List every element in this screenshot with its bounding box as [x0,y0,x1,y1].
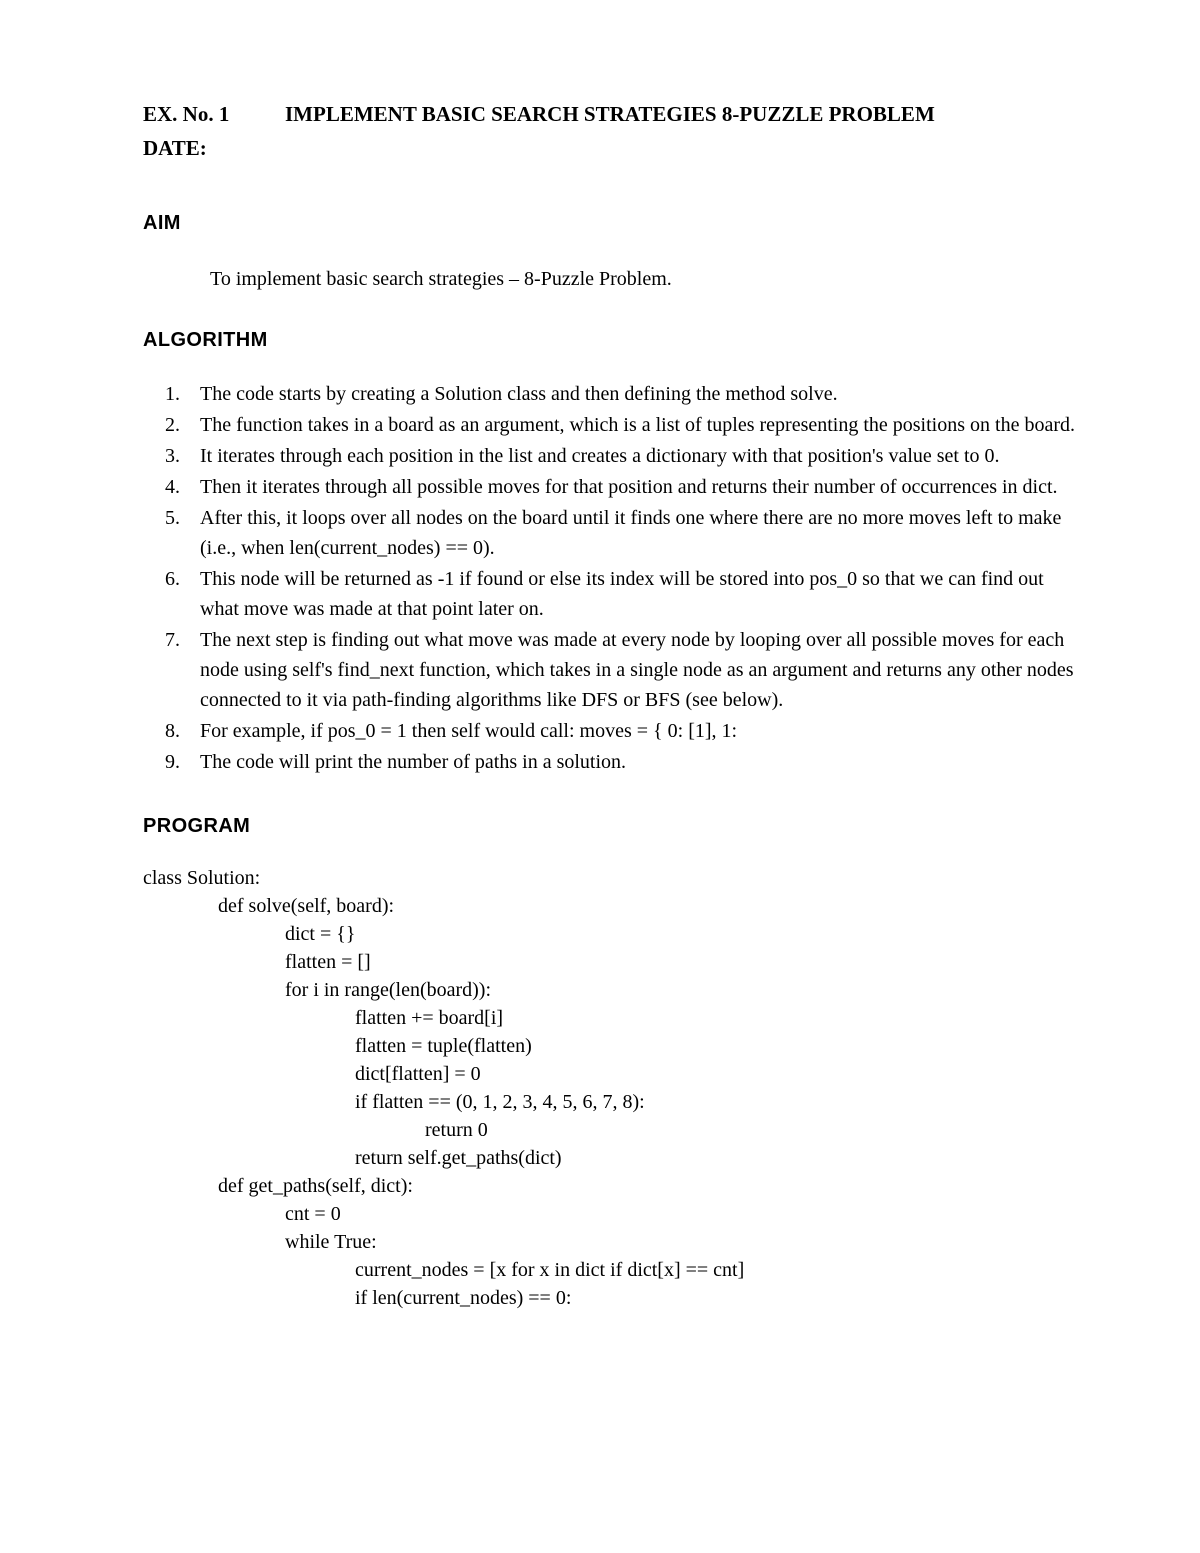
step-number: 1. [165,383,180,405]
step-text: The function takes in a board as an argument, which is a list of tuples representing the positions on the board. [200,414,1075,436]
code-line: if flatten == (0, 1, 2, 3, 4, 5, 6, 7, 8): [355,1091,645,1113]
program-code [143,864,1075,1312]
step-text: The code will print the number of paths in a solution. [200,751,627,773]
step-text: After this, it loops over all nodes on the board until it finds one where there are no more moves left to make (i.e., when len(current_nodes) == 0). [200,507,1062,559]
date-label: DATE: [143,136,207,160]
algorithm-steps [143,379,1075,777]
program-heading: PROGRAM [143,815,251,837]
code-line: cnt = 0 [285,1203,341,1225]
step-number: 9. [165,751,180,773]
algorithm-step [165,441,1075,471]
step-text: For example, if pos_0 = 1 then self would call: moves = { 0: [1], 1: [200,720,738,742]
algorithm-step [165,472,1075,502]
code-line: def solve(self, board): [218,895,395,917]
algorithm-step [165,379,1075,409]
code-line: flatten = tuple(flatten) [355,1035,532,1057]
code-line: current_nodes = [x for x in dict if dict[x] == cnt] [355,1259,745,1281]
code-line: return self.get_paths(dict) [355,1147,562,1169]
code-line: flatten += board[i] [355,1007,504,1029]
algorithm-step [165,747,1075,777]
step-number: 2. [165,414,180,436]
algorithm-step [165,564,1075,624]
algorithm-step [165,625,1075,715]
algorithm-heading: ALGORITHM [143,329,268,351]
exercise-number: EX. No. 1 [143,102,230,126]
step-text: The next step is finding out what move was made at every node by looping over all possible moves for each node using self's find_next function, which takes in a single node as an argument and returns any other nodes connected to it via path-finding algorithms like DFS or BFS (see below). [200,629,1074,711]
step-number: 7. [165,629,180,651]
step-number: 3. [165,445,180,467]
algorithm-step [165,716,1075,746]
page-title: IMPLEMENT BASIC SEARCH STRATEGIES 8-PUZZLE PROBLEM [285,102,935,126]
code-line: while True: [285,1231,377,1253]
code-line: def get_paths(self, dict): [218,1175,413,1197]
step-text: The code starts by creating a Solution class and then defining the method solve. [200,383,838,405]
step-number: 8. [165,720,180,742]
algorithm-step [165,503,1075,563]
step-text: It iterates through each position in the list and creates a dictionary with that position's value set to 0. [200,445,1000,467]
document-header [143,97,1075,131]
code-line: dict[flatten] = 0 [355,1063,481,1085]
code-line: flatten = [] [285,951,371,973]
aim-text: To implement basic search strategies – 8-Puzzle Problem. [210,268,672,290]
step-number: 4. [165,476,180,498]
code-line: dict = {} [285,923,356,945]
step-text: Then it iterates through all possible moves for that position and returns their number of occurrences in dict. [200,476,1058,498]
code-line: return 0 [425,1119,488,1141]
code-line: if len(current_nodes) == 0: [355,1287,572,1309]
code-line: for i in range(len(board)): [285,979,492,1001]
step-number: 5. [165,507,180,529]
algorithm-step [165,410,1075,440]
code-line: class Solution: [143,867,261,889]
aim-heading: AIM [143,212,181,234]
step-text: This node will be returned as -1 if found or else its index will be stored into pos_0 so that we can find out what move was made at that point later on. [200,568,1044,620]
step-number: 6. [165,568,180,590]
